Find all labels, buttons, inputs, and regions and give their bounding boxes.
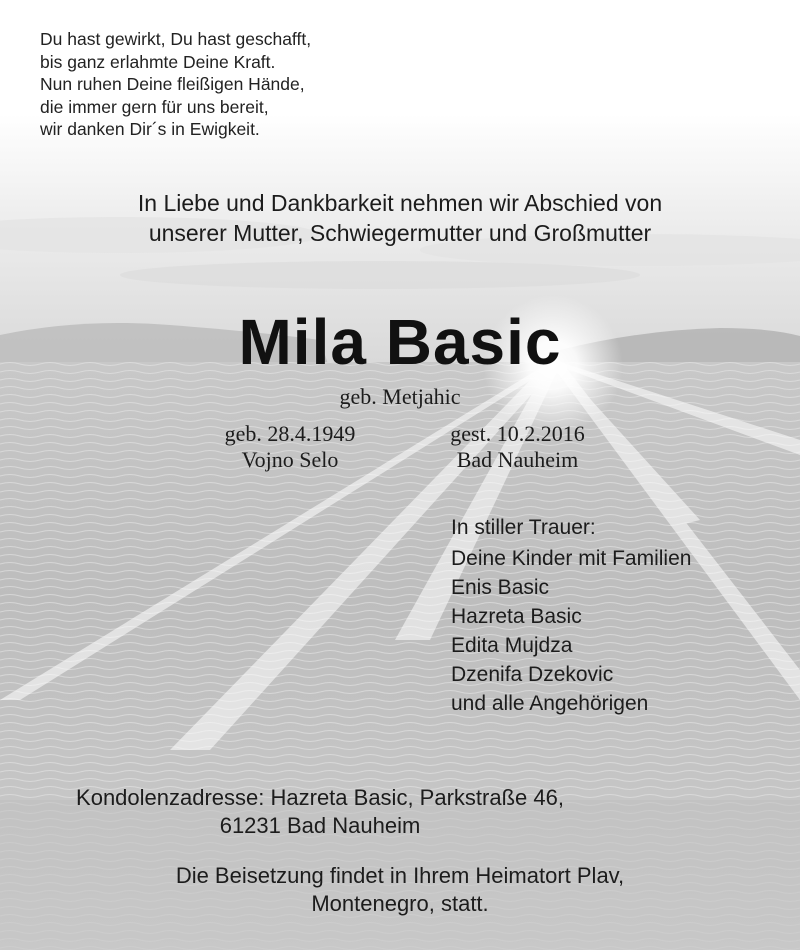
intro-line: In Liebe und Dankbarkeit nehmen wir Abschied von	[137, 190, 663, 216]
mourners-heading: In stiller Trauer:	[451, 516, 596, 539]
mourner-name: Edita Mujdza	[451, 634, 573, 657]
burial-line: Die Beisetzung findet in Ihrem Heimatort Plav,	[175, 863, 625, 888]
deceased-name: Mila Basic	[238, 306, 562, 378]
farewell-intro	[0, 188, 800, 248]
burial-line: Montenegro, statt.	[311, 891, 489, 916]
mourner-name: Enis Basic	[451, 576, 550, 599]
birth-place: Vojno Selo	[241, 447, 339, 472]
intro-line: unserer Mutter, Schwiegermutter und Großmutter	[148, 220, 652, 246]
mourner-name: und alle Angehörigen	[451, 692, 649, 715]
death-place: Bad Nauheim	[456, 447, 579, 472]
mourners-list	[451, 513, 691, 718]
condolence-line: Kondolenzadresse: Hazreta Basic, Parkstraße 46,	[76, 785, 564, 810]
mourner-name: Dzenifa Dzekovic	[451, 663, 614, 686]
poem-line: wir danken Dir´s in Ewigkeit.	[40, 119, 260, 139]
condolence-line: 61231 Bad Nauheim	[219, 813, 421, 838]
mourner-name: Deine Kinder mit Familien	[451, 547, 692, 570]
maiden-name: geb. Metjahic	[339, 384, 461, 409]
poem-line: die immer gern für uns bereit,	[40, 96, 269, 117]
memorial-poem	[40, 28, 311, 141]
birth-info	[185, 421, 395, 473]
poem-line: Nun ruhen Deine fleißigen Hände,	[40, 74, 305, 94]
death-info	[410, 421, 625, 473]
mourner-name: Hazreta Basic	[451, 605, 582, 628]
death-date: gest. 10.2.2016	[450, 421, 585, 446]
birth-date: geb. 28.4.1949	[224, 421, 356, 446]
condolence-address	[40, 784, 600, 840]
burial-notice	[0, 862, 800, 918]
poem-line: Du hast gewirkt, Du hast geschafft,	[40, 29, 312, 49]
poem-line: bis ganz erlahmte Deine Kraft.	[40, 51, 276, 72]
